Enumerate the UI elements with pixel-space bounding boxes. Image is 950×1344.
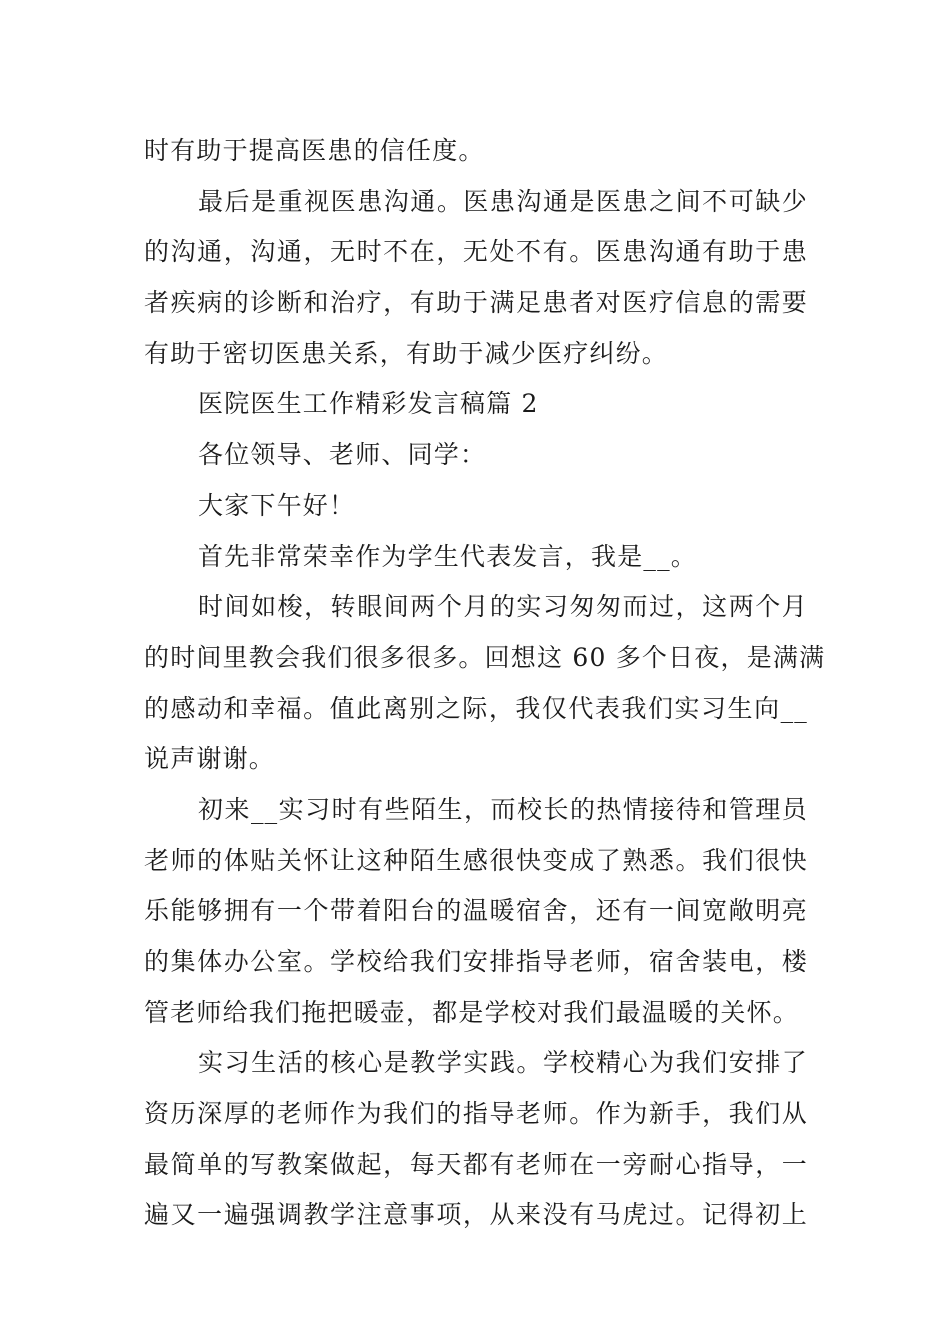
paragraph-start-line: 实习生活的核心是教学实践。学校精心为我们安排了	[198, 1048, 808, 1078]
greeting-line: 大家下午好！	[198, 490, 356, 520]
paragraph-start-line: 初来__实习时有些陌生，而校长的热情接待和管理员	[198, 794, 808, 824]
paragraph-start-line: 首先非常荣幸作为学生代表发言，我是__。	[198, 541, 698, 571]
document-body	[144, 126, 826, 1241]
text-line: 老师的体贴关怀让这种陌生感很快变成了熟悉。我们很快	[144, 845, 808, 875]
text-line: 遍又一遍强调教学注意事项，从来没有马虎过。记得初上	[144, 1200, 808, 1230]
text-line: 最简单的写教案做起，每天都有老师在一旁耐心指导，一	[144, 1149, 808, 1179]
text-line: 者疾病的诊断和治疗，有助于满足患者对医疗信息的需要	[144, 288, 808, 318]
paragraph-start-line: 时间如梭，转眼间两个月的实习匆匆而过，这两个月	[198, 592, 808, 622]
text-line: 有助于密切医患关系，有助于减少医疗纠纷。	[144, 338, 669, 368]
text-line: 管老师给我们拖把暖壶，都是学校对我们最温暖的关怀。	[144, 997, 800, 1027]
text-line: 的集体办公室。学校给我们安排指导老师，宿舍装电，楼	[144, 947, 808, 976]
salutation-line: 各位领导、老师、同学：	[198, 440, 487, 470]
section-heading: 医院医生工作精彩发言稿篇 2	[198, 389, 539, 419]
text-line: 乐能够拥有一个带着阳台的温暖宿舍，还有一间宽敞明亮	[144, 896, 808, 926]
text-line: 时有助于提高医患的信任度。	[144, 136, 485, 165]
text-line: 的感动和幸福。值此离别之际，我仅代表我们实习生向__	[144, 693, 808, 723]
text-line: 的时间里教会我们很多很多。回想这 60 多个日夜，是满满	[144, 642, 826, 672]
paragraph-start-line: 最后是重视医患沟通。医患沟通是医患之间不可缺少	[198, 186, 808, 216]
text-line: 说声谢谢。	[144, 744, 276, 774]
text-line: 的沟通，沟通，无时不在，无处不有。医患沟通有助于患	[144, 237, 808, 267]
text-line: 资历深厚的老师作为我们的指导老师。作为新手，我们从	[144, 1099, 808, 1129]
